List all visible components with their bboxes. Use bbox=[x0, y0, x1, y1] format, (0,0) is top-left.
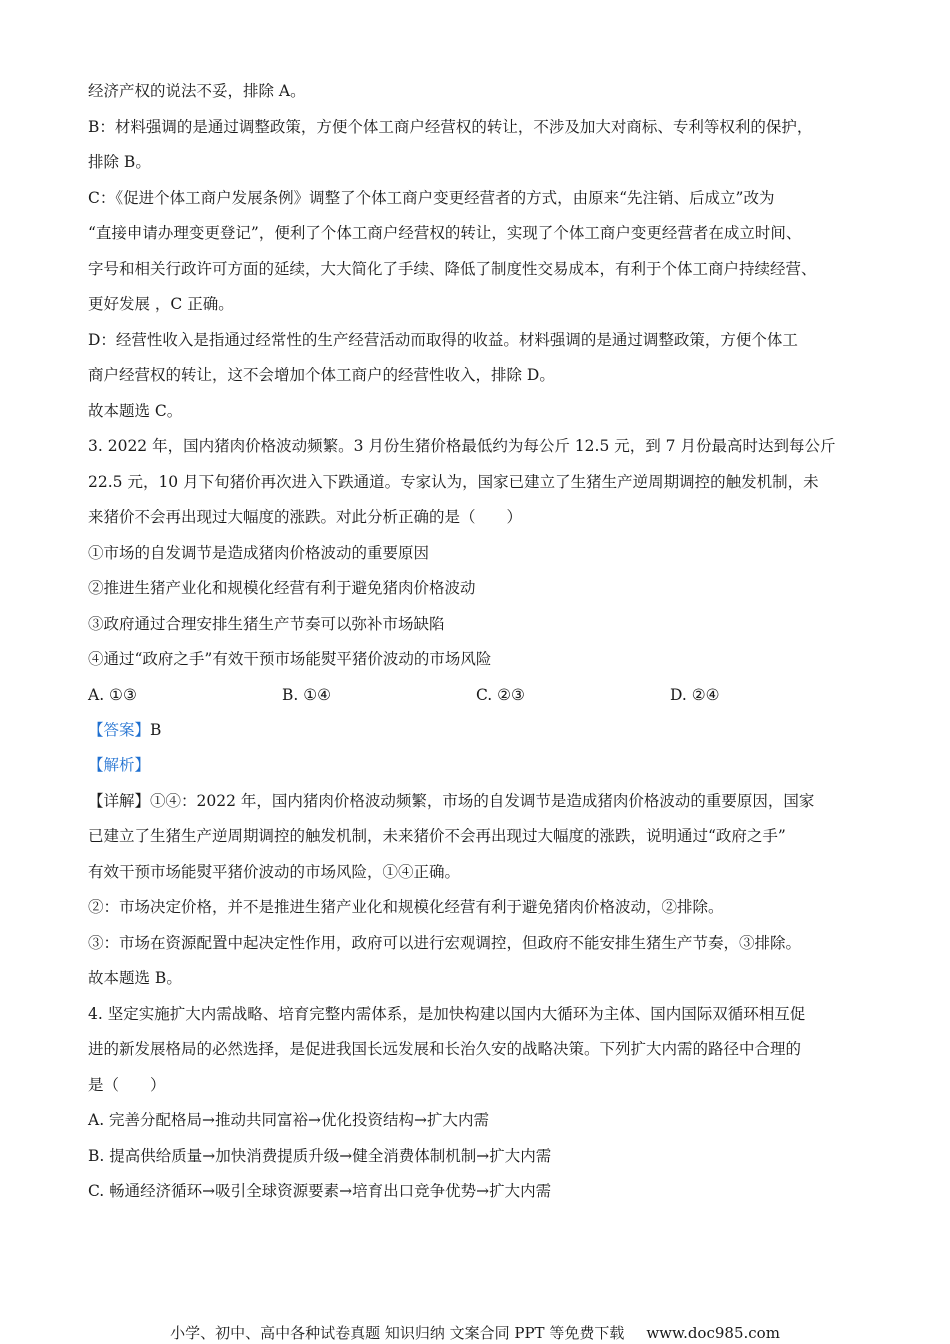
question-3-item: ①市场的自发调节是造成猪肉价格波动的重要原因 bbox=[88, 543, 430, 562]
paragraph-line: B：材料强调的是通过调整政策，方便个体工商户经营权的转让，不涉及加大对商标、专利等权利的保护， bbox=[88, 117, 813, 136]
paragraph-line: 字号和相关行政许可方面的延续，大大简化了手续、降低了制度性交易成本，有利于个体工商户持续经营、 bbox=[88, 259, 817, 278]
detail-line: ②：市场决定价格，并不是推进生猪产业化和规模化经营有利于避免猪肉价格波动，②排除。 bbox=[88, 898, 724, 916]
detail-line: ③：市场在资源配置中起决定性作用，政府可以进行宏观调控，但政府不能安排生猪生产节奏，③排除。 bbox=[88, 933, 802, 952]
option-d: D. ②④ bbox=[670, 685, 720, 704]
analysis-line bbox=[88, 748, 864, 784]
question-4-stem: 是（ ） bbox=[88, 1075, 166, 1094]
paragraph-line: “直接申请办理变更登记”，便利了个体工商户经营权的转让，实现了个体工商户变更经营者在成立时间、 bbox=[88, 224, 802, 242]
question-4-stem: 4. 坚定实施扩大内需战略、培育完整内需体系，是加快构建以国内大循环为主体、国内国际双循环相互促 bbox=[88, 1004, 806, 1023]
answer-value: B bbox=[150, 720, 162, 739]
question-3-item: ③政府通过合理安排生猪生产节奏可以弥补市场缺陷 bbox=[88, 614, 445, 633]
paragraph-line: 经济产权的说法不妥，排除 A。 bbox=[88, 82, 306, 100]
detail-line: 有效干预市场能熨平猪价波动的市场风险，①④正确。 bbox=[88, 862, 461, 881]
question-3-item: ②推进生猪产业化和规模化经营有利于避免猪肉价格波动 bbox=[88, 579, 476, 597]
paragraph-line: 排除 B。 bbox=[88, 153, 151, 171]
paragraph-line: 商户经营权的转让，这不会增加个体工商户的经营性收入，排除 D。 bbox=[88, 366, 555, 384]
detail-line bbox=[88, 784, 864, 820]
detail-tag: 【详解】 bbox=[88, 791, 151, 810]
page-footer bbox=[0, 1322, 950, 1344]
paragraph-line: C：《促进个体工商户发展条例》调整了个体工商户变更经营者的方式，由原来“先注销、后成立”改为 bbox=[88, 188, 775, 207]
answer-tag: 【答案】 bbox=[88, 720, 151, 739]
question-4-option: B. 提高供给质量→加快消费提质升级→健全消费体制机制→扩大内需 bbox=[88, 1146, 552, 1165]
option-a: A. ①③ bbox=[88, 685, 137, 704]
footer-url[interactable]: www.doc985.com bbox=[646, 1324, 780, 1342]
detail-text: ①④：2022 年，国内猪肉价格波动频繁，市场的自发调节是造成猪肉价格波动的重要原因，国家 bbox=[150, 791, 815, 810]
paragraph-line: 故本题选 C。 bbox=[88, 401, 183, 420]
option-c: C. ②③ bbox=[476, 685, 525, 704]
question-3-options bbox=[88, 678, 864, 713]
question-3-stem: 22.5 元，10 月下旬猪价再次进入下跌通道。专家认为，国家已建立了生猪生产逆周期调控的触发机制，未 bbox=[88, 472, 819, 491]
option-b: B. ①④ bbox=[282, 685, 332, 704]
footer-text: 小学、初中、高中各种试卷真题 知识归纳 文案合同 PPT 等免费下载 bbox=[170, 1324, 625, 1342]
question-4-option: C. 畅通经济循环→吸引全球资源要素→培育出口竞争优势→扩大内需 bbox=[88, 1182, 552, 1200]
document-page bbox=[88, 74, 864, 1210]
question-4-stem: 进的新发展格局的必然选择，是促进我国长远发展和长治久安的战略决策。下列扩大内需的路径中合理的 bbox=[88, 1040, 802, 1058]
analysis-tag: 【解析】 bbox=[88, 756, 151, 774]
answer-line bbox=[88, 713, 864, 749]
question-3-stem: 3. 2022 年，国内猪肉价格波动频繁。3 月份生猪价格最低约为每公斤 12.5 元，到 7 月份最高时达到每公斤 bbox=[88, 437, 836, 455]
paragraph-line: 更好发展 ，C 正确。 bbox=[88, 295, 234, 313]
paragraph-line: D：经营性收入是指通过经常性的生产经营活动而取得的收益。材料强调的是通过调整政策，方便个体工 bbox=[88, 330, 798, 349]
question-3-item: ④通过“政府之手”有效干预市场能熨平猪价波动的市场风险 bbox=[88, 650, 492, 668]
detail-line: 故本题选 B。 bbox=[88, 969, 182, 987]
detail-line: 已建立了生猪生产逆周期调控的触发机制，未来猪价不会再出现过大幅度的涨跌，说明通过“政府之手” bbox=[88, 827, 786, 845]
question-4-option: A. 完善分配格局→推动共同富裕→优化投资结构→扩大内需 bbox=[88, 1111, 490, 1129]
question-3-stem: 来猪价不会再出现过大幅度的涨跌。对此分析正确的是（ ） bbox=[88, 508, 523, 526]
